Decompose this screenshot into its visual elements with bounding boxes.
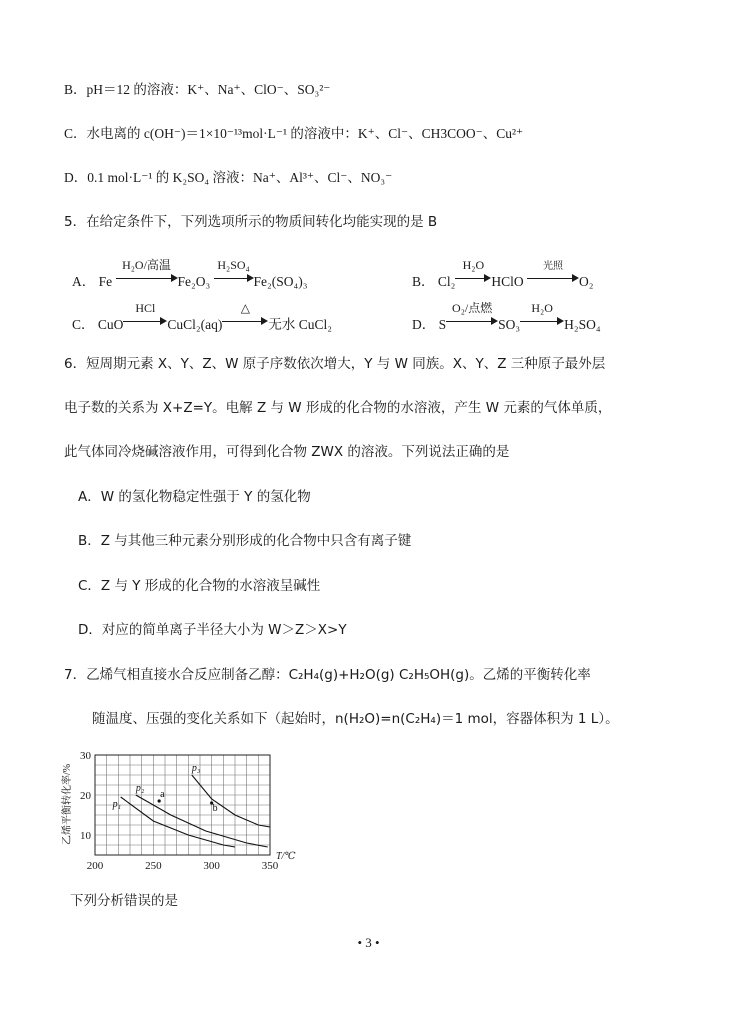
- y-axis-label: 乙烯平衡转化率/%: [62, 763, 73, 845]
- y-tick-label: 20: [80, 790, 91, 802]
- reaction-arrow: H₂SO₄: [214, 268, 254, 286]
- q6-stem-line-3: 此气体同冷烧碱溶液作用，可得到化合物 ZWX 的溶液。下列说法正确的是: [64, 444, 510, 460]
- intermediate: CuCl₂(aq): [167, 317, 223, 332]
- q5-option-d: [412, 301, 601, 335]
- reaction-arrow: H₂O: [455, 268, 491, 286]
- reaction-arrow: HCl: [123, 311, 167, 329]
- product: O₂: [579, 274, 594, 289]
- q7-question-tail: 下列分析错误的是: [70, 893, 178, 909]
- option-label: C．: [72, 317, 95, 332]
- q5-stem: 5．在给定条件下，下列选项所示的物质间转化均能实现的是 B: [64, 214, 438, 230]
- x-tick-label: 300: [203, 860, 220, 872]
- reaction-arrow: △: [222, 311, 268, 329]
- option-label: B．: [412, 274, 435, 289]
- q7-stem-line-1: 7．乙烯气相直接水合反应制备乙醇：C₂H₄(g)+H₂O(g) C₂H₅OH(g)。乙烯的平衡转化率: [64, 667, 591, 683]
- reaction-arrow: 光照: [527, 268, 579, 286]
- q5-option-a: [72, 258, 308, 292]
- q6-option-d: D．对应的简单离子半径大小为 W＞Z＞X>Y: [78, 622, 347, 638]
- q4-option-c: C．水电离的 c(OH⁻)＝1×10⁻¹³mol·L⁻¹ 的溶液中：K⁺、Cl⁻、CH3COO⁻、Cu²⁺: [64, 126, 524, 141]
- series-label-p1: p₁: [112, 799, 122, 810]
- x-axis-label: T/℃: [276, 851, 296, 862]
- intermediate: HClO: [491, 274, 524, 289]
- reactant: S: [438, 317, 447, 332]
- reactant: CuO: [97, 317, 124, 332]
- series-label-p3: p₃: [191, 763, 201, 774]
- product: Fe₂(SO₄)₃: [253, 274, 308, 289]
- x-tick-label: 350: [261, 860, 279, 872]
- intermediate: Fe₂O₃: [177, 274, 211, 289]
- q6-option-c: C．Z 与 Y 形成的化合物的水溶液呈碱性: [78, 578, 321, 594]
- point-label-b: b: [212, 803, 218, 814]
- q6-option-a: A．W 的氢化物稳定性强于 Y 的氢化物: [78, 489, 311, 505]
- reaction-arrow: H₂O/高温: [116, 268, 178, 286]
- reaction-arrow: O₂/点燃: [446, 311, 498, 329]
- q6-option-b: B．Z 与其他三种元素分别形成的化合物中只含有离子键: [78, 533, 412, 549]
- conversion-chart: [60, 745, 300, 875]
- series-label-p2: p₂: [135, 783, 145, 794]
- q7-stem-line-2: 随温度、压强的变化关系如下（起始时，n(H₂O)=n(C₂H₄)＝1 mol，容器体积为 1 L）。: [92, 711, 619, 727]
- option-label: A．: [72, 274, 96, 289]
- x-tick-label: 200: [86, 860, 104, 872]
- reactant: Fe: [98, 274, 113, 289]
- reactant: Cl₂: [437, 274, 456, 289]
- x-tick-label: 250: [145, 860, 162, 872]
- q4-option-d: D．0.1 mol·L⁻¹ 的 K₂SO₄ 溶液：Na⁺、Al³⁺、Cl⁻、NO₃⁻: [64, 170, 393, 185]
- point-label-a: a: [160, 789, 165, 800]
- q6-stem-line-1: 6．短周期元素 X、Y、Z、W 原子序数依次增大，Y 与 W 同族。X、Y、Z 三种原子最外层: [64, 356, 606, 372]
- intermediate: SO₃: [498, 317, 521, 332]
- reaction-arrow: H₂O: [520, 311, 564, 329]
- series-line-p1: [121, 797, 235, 847]
- page-number: • 3 •: [357, 935, 380, 950]
- q5-option-c: [72, 301, 332, 335]
- y-tick-label: 10: [80, 830, 91, 842]
- q5-option-b: [412, 258, 594, 292]
- product: H₂SO₄: [564, 317, 601, 332]
- q4-option-b: B．pH＝12 的溶液：K⁺、Na⁺、ClO⁻、SO₃²⁻: [64, 82, 331, 97]
- y-tick-label: 30: [80, 750, 91, 762]
- option-label: D．: [412, 317, 436, 332]
- q6-stem-line-2: 电子数的关系为 X+Z=Y。电解 Z 与 W 形成的化合物的水溶液，产生 W 元素的气体单质，: [64, 400, 612, 416]
- product: 无水 CuCl₂: [268, 317, 332, 332]
